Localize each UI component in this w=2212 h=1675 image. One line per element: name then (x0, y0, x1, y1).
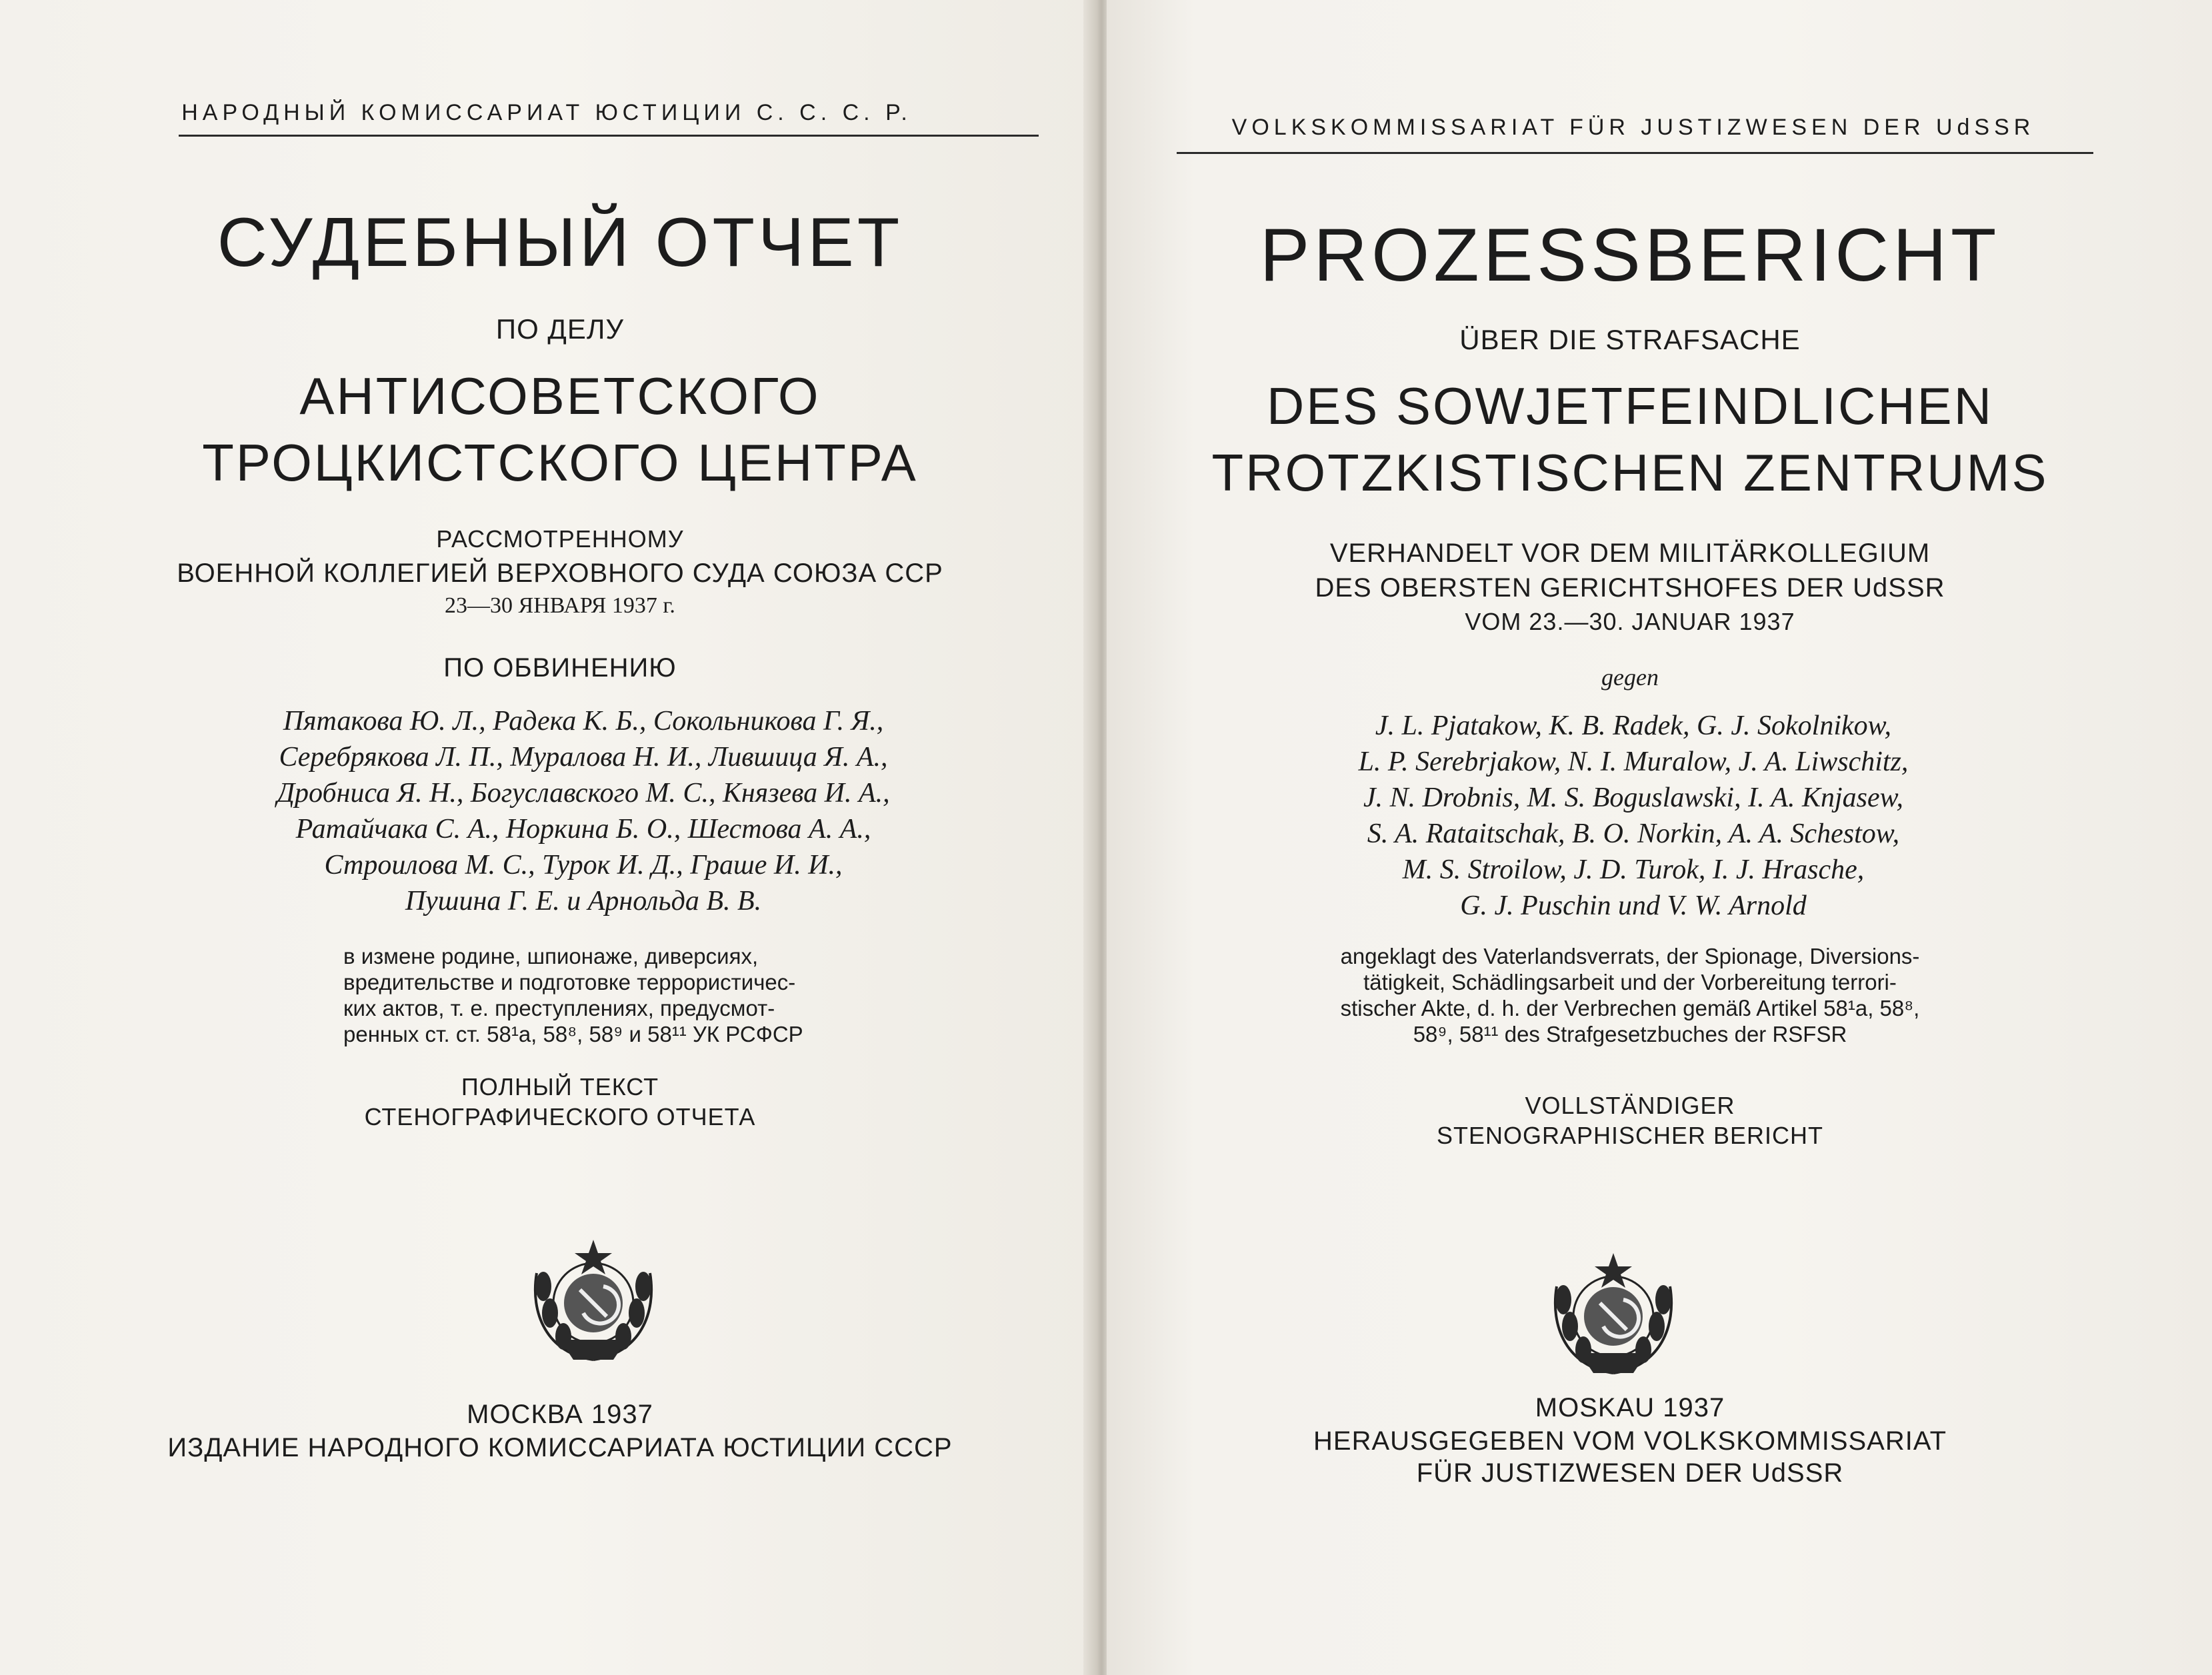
right-defendants-list (1233, 708, 2033, 924)
left-center-line2: ТРОЦКИСТСКОГО ЦЕНТРА (202, 433, 918, 492)
defendant-line: L. P. Serebrjakow, N. I. Muralow, J. A. Liwschitz, (1358, 747, 1909, 777)
charge-line: ренных ст. ст. 58¹а, 58⁸, 58⁹ и 58¹¹ УК РСФСР (343, 1022, 803, 1046)
defendant-line: Пятакова Ю. Л., Радека К. Б., Сокольникова Г. Я., (283, 706, 884, 737)
charge-line: ких актов, т. е. преступлениях, предусмот- (343, 996, 775, 1020)
right-emblem-icon (1540, 1246, 1687, 1386)
right-page (1107, 0, 2212, 1675)
charge-line: angeklagt des Vaterlandsverrats, der Spionage, Diversions- (1340, 944, 1920, 968)
right-full-text-line2: STENOGRAPHISCHER BERICHT (1436, 1122, 1824, 1149)
defendant-line: Ратайчака С. А., Норкина Б. О., Шестова А. А., (295, 814, 871, 844)
left-dates: 23—30 ЯНВАРЯ 1937 г. (445, 593, 675, 618)
right-header: VOLKSKOMMISSARIAT FÜR JUSTIZWESEN DER UdSSR (1231, 115, 2035, 140)
defendant-line: Дробниса Я. Н., Богуславского М. С., Князева И. А., (277, 778, 890, 809)
right-dates: VOM 23.—30. JANUAR 1937 (1465, 608, 1795, 635)
right-charges-paragraph (1237, 943, 2023, 1047)
right-considered-line2: DES OBERSTEN GERICHTSHOFES DER UdSSR (1315, 573, 1945, 603)
charge-line: вредительстве и подготовке террористичес- (343, 970, 796, 994)
right-publisher-line1: HERAUSGEGEBEN VOM VOLKSKOMMISSARIAT (1313, 1426, 1947, 1456)
defendant-line: Строилова М. С., Турок И. Д., Граше И. И., (324, 850, 843, 880)
defendant-line: Пушина Г. Е. и Арнольда В. В. (405, 886, 762, 916)
defendant-line: S. A. Rataitschak, B. O. Norkin, A. A. Schestow, (1367, 819, 1900, 849)
charge-line: stischer Akte, d. h. der Verbrechen gemäß Artikel 58¹a, 58⁸, (1340, 996, 1920, 1020)
left-full-text-line1: ПОЛНЫЙ ТЕКСТ (461, 1073, 659, 1100)
right-center-line1: DES SOWJETFEINDLICHEN (1266, 377, 1994, 435)
defendant-line: Серебрякова Л. П., Муралова Н. И., Лившица Я. А., (279, 742, 888, 773)
right-header-rule (1177, 152, 2093, 154)
charge-line: tätigkeit, Schädlingsarbeit und der Vorbereitung terrori- (1363, 970, 1897, 994)
right-publisher-line2: FÜR JUSTIZWESEN DER UdSSR (1416, 1458, 1844, 1488)
left-title: СУДЕБНЫЙ ОТЧЕТ (217, 204, 903, 281)
defendant-line: M. S. Stroilow, J. D. Turok, I. J. Hrasche, (1402, 854, 1865, 885)
left-publisher: ИЗДАНИЕ НАРОДНОГО КОМИССАРИАТА ЮСТИЦИИ СССР (167, 1433, 953, 1462)
left-header: НАРОДНЫЙ КОМИССАРИАТ ЮСТИЦИИ С. С. С. Р. (181, 100, 912, 125)
left-city-year: МОСКВА 1937 (467, 1400, 653, 1429)
defendant-line: G. J. Puschin und V. W. Arnold (1460, 890, 1807, 921)
left-charge-heading: ПО ОБВИНЕНИЮ (443, 653, 677, 683)
left-page (0, 0, 1093, 1675)
defendant-line: J. N. Drobnis, M. S. Boguslawski, I. A. Knjasew, (1363, 783, 1904, 813)
left-center-line1: АНТИСОВЕТСКОГО (299, 367, 821, 425)
left-defendants-list (200, 703, 967, 919)
left-charges-paragraph (343, 943, 850, 1047)
defendant-line: J. L. Pjatakow, K. B. Radek, G. J. Sokolnikow, (1375, 711, 1892, 741)
left-considered-line2: ВОЕННОЙ КОЛЛЕГИЕЙ ВЕРХОВНОГО СУДА СОЮЗА ССР (177, 559, 943, 588)
charge-line: 58⁹, 58¹¹ des Strafgesetzbuches der RSFSR (1413, 1022, 1847, 1046)
right-center-line2: TROTZKISTISCHEN ZENTRUMS (1211, 443, 2049, 502)
left-subtitle: ПО ДЕЛУ (495, 313, 625, 345)
right-against: gegen (1601, 664, 1659, 691)
left-emblem-icon (520, 1233, 667, 1373)
right-city-year: MOSKAU 1937 (1535, 1393, 1725, 1422)
charge-line: в измене родине, шпионаже, диверсиях, (343, 944, 759, 968)
left-header-rule (179, 135, 1039, 137)
right-title: PROZESSBERICHT (1259, 213, 2001, 297)
left-full-text-line2: СТЕНОГРАФИЧЕСКОГО ОТЧЕТА (364, 1103, 756, 1130)
right-full-text-line1: VOLLSTÄNDIGER (1525, 1092, 1735, 1119)
right-subtitle: ÜBER DIE STRAFSACHE (1459, 324, 1801, 355)
left-considered-line1: РАССМОТРЕННОМУ (436, 525, 684, 553)
right-considered-line1: VERHANDELT VOR DEM MILITÄRKOLLEGIUM (1329, 539, 1931, 568)
